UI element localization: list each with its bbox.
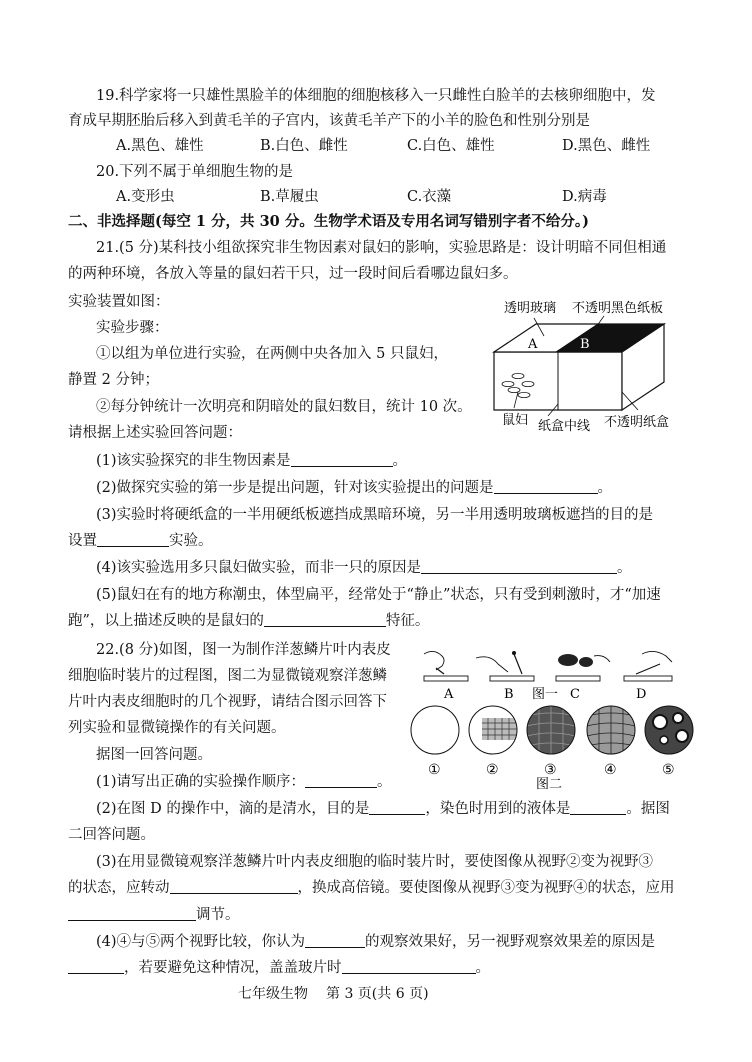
section2-title: 二、非选择题(每空 1 分，共 30 分。生物学术语及专用名词写错别字者不给分。) [68,213,589,230]
q21-sub3b-post: 实验。 [169,533,213,549]
q22-sub4a-post: 的观察效果好，另一视野观察效果差的原因是 [365,934,656,950]
answer-blank[interactable] [342,959,476,974]
q22-line4: 列实验和显微镜操作的有关问题。 [68,720,286,736]
label-midline: 纸盒中线 [538,419,591,434]
q22-sub3b-pre: 的状态，应转动 [68,880,170,896]
q21-line2: 的两种环境，各放入等量的鼠妇若干只，过一段时间后看哪边鼠妇多。 [68,266,518,282]
q20-option-a: A.变形虫 [116,189,175,205]
label-b: B [580,337,590,352]
fig2-label-1: ① [428,762,441,778]
q22-sub3b-post: ，换成高倍镜。要使图像从视野③变为视野④的状态，应用 [297,880,675,896]
figure1-slide-steps [410,640,694,702]
fig1-caption: 图一 [532,687,559,702]
q22-sub2a-mid: ，染色时用到的液体是 [425,801,571,817]
q21-line1: 21.(5 分)某科技小组欲探究非生物因素对鼠妇的影响，实验思路是：设计明暗不同但相通 [96,240,667,256]
answer-blank[interactable] [305,933,365,948]
fig2-label-3: ③ [544,762,557,778]
q21-setup: 实验装置如图： [68,294,170,310]
field-1-view [411,706,459,754]
label-a: A [528,337,538,352]
label-opaque-box: 不透明纸盒 [604,415,670,430]
answer-blank[interactable] [369,800,425,815]
answer-blank[interactable] [305,773,377,788]
q19-line2: 育成早期胚胎后移入到黄毛羊的子宫内，该黄毛羊产下的小羊的脸色和性别分别是 [68,113,590,129]
fig2-label-4: ④ [604,762,617,778]
q21-sub5b [68,611,429,631]
q21-sub4 [96,558,632,578]
label-opaque-board: 不透明黑色纸板 [572,301,664,316]
q22-sub3a: (3)在用显微镜观察洋葱鳞片叶内表皮细胞的临时装片时，要使图像从视野②变为视野③ [96,854,654,870]
answer-blank[interactable] [68,959,124,974]
q21-sub1-text: (1)该实验探究的非生物因素是 [96,453,291,469]
q22-sub1 [96,772,392,792]
q22-fig1-prompt: 据图一回答问题。 [96,747,212,763]
q21-steps-title: 实验步骤： [96,320,169,336]
answer-blank[interactable] [97,532,169,547]
fig2-label-2: ② [486,762,499,778]
q21-sub4-text: (4)该实验选用多只鼠妇做实验，而非一只的原因是 [96,560,422,576]
q20-stem: 20.下列不属于单细胞生物的是 [96,164,294,180]
q22-sub4a-pre: (4)④与⑤两个视野比较，你认为 [96,934,306,950]
q21-sub3a: (3)实验时将硬纸盒的一半用硬纸板遮挡成黑暗环境，另一半用透明玻璃板遮挡的目的是 [96,507,654,523]
q19-option-d: D.黑色、雌性 [562,138,651,154]
answer-blank[interactable] [291,452,393,467]
q21-prompt: 请根据上述实验回答问题： [68,425,242,441]
q22-sub4b-post: 。 [475,960,490,976]
q22-sub2a-pre: (2)在图 D 的操作中，滴的是清水，目的是 [96,801,370,817]
q20-option-c: C.衣藻 [407,189,452,205]
q21-sub3b-pre: 设置 [68,533,97,549]
step-d-icon [624,651,672,681]
q21-sub2-text: (2)做探究实验的第一步是提出问题，针对该实验提出的问题是 [96,480,494,496]
q22-sub4b-mid: ，若要避免这种情况，盖盖玻片时 [124,960,342,976]
q22-sub3b [68,878,675,898]
answer-blank[interactable] [570,800,626,815]
q19-option-b: B.白色、雌性 [260,138,348,154]
q19-line1: 19.科学家将一只雄性黑脸羊的体细胞的细胞核移入一只雌性白脸羊的去核卵细胞中，发 [96,88,656,104]
page-footer [238,984,429,1004]
fig2-label-5: ⑤ [662,762,675,778]
step-c-icon [556,654,610,681]
q20-option-b: B.草履虫 [260,189,319,205]
label-woodlouse: 鼠妇 [502,413,529,428]
q21-sub5b-pre: 跑”，以上描述反映的是鼠妇的 [68,613,264,629]
q21-step1b: 静置 2 分钟； [68,372,159,388]
q19-option-c: C.白色、雄性 [407,138,495,154]
step-b-icon [476,651,534,681]
footer-subject: 七年级生物 [238,986,308,1002]
fig1-label-c: C [570,687,580,702]
answer-blank[interactable] [170,879,298,894]
end-mark: 。 [617,560,632,576]
q19-option-a: A.黑色、雄性 [116,138,204,154]
fig1-label-a: A [444,687,454,702]
q21-sub2 [96,478,612,498]
end-mark: 。 [597,480,613,496]
q22-sub2b: 二回答问题。 [68,827,155,843]
fig1-label-d: D [636,687,647,702]
q21-sub1 [96,451,407,471]
q22-sub2a [96,799,670,819]
q21-sub3b [68,531,213,551]
fig2-caption: 图二 [536,777,563,790]
q22-line3: 片叶内表皮细胞时的几个视野，请结合图示回答下 [68,694,387,710]
q21-sub5b-post: 特征。 [385,613,430,629]
q22-sub2a-post: 。据图 [626,801,670,817]
answer-blank[interactable] [264,612,386,627]
q22-line2: 细胞临时装片的过程图，图二为显微镜观察洋葱鳞 [68,668,387,684]
answer-blank[interactable] [68,906,196,921]
q22-sub4b [68,958,490,978]
q22-sub1-text: (1)请写出正确的实验操作顺序： [96,774,306,790]
label-transparent-glass: 透明玻璃 [504,301,557,316]
answer-blank[interactable] [421,559,617,574]
q20-option-d: D.病毒 [562,189,607,205]
q22-sub3c [68,905,240,925]
footer-page-number: 第 3 页(共 6 页) [326,986,429,1002]
step-a-icon [424,651,468,681]
q21-sub5a: (5)鼠妇在有的地方称潮虫，体型扁平，经常处于“静止”状态，只有受到刺激时，才“加速 [96,587,661,603]
q22-sub4a [96,932,655,952]
q22-line1: 22.(8 分)如图，图一为制作洋葱鳞片叶内表皮 [96,642,391,658]
q21-step2: ②每分钟统计一次明亮和阴暗处的鼠妇数目，统计 10 次。 [96,399,472,415]
q21-step1a: ①以组为单位进行实验，在两侧中央各加入 5 只鼠妇， [96,346,448,362]
figure2-microscope-fields [408,704,698,790]
fig1-label-b: B [504,687,514,702]
answer-blank[interactable] [494,479,598,494]
end-mark: 。 [392,453,408,469]
q22-sub3c-post: 调节。 [196,907,240,923]
woodlouse-experiment-figure [488,292,694,434]
end-mark: 。 [377,774,392,790]
